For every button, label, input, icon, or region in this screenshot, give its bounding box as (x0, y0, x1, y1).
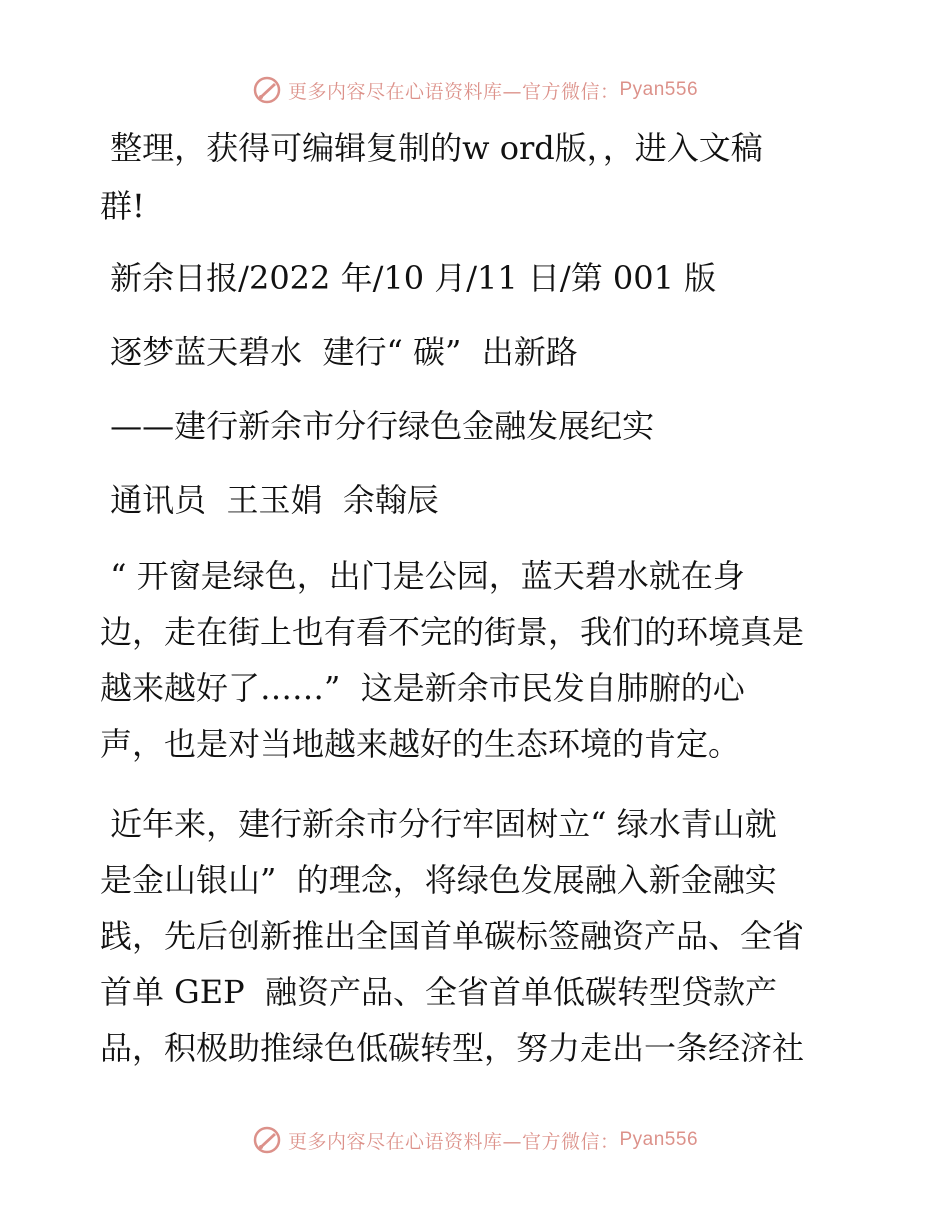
watermark-wechat-id: Pyan556 (619, 79, 699, 100)
article-byline: 通讯员 王玉娟 余翰辰 (100, 481, 439, 519)
text-line: “ 开窗是绿色，出门是公园，蓝天碧水就在身 (100, 557, 745, 595)
watermark-text: 更多内容尽在心语资料库—官方微信： (287, 80, 620, 103)
brush-logo-icon (252, 1125, 282, 1155)
text-line: 践，先后创新推出全国首单碳标签融资产品、全省 (100, 917, 805, 955)
watermark-header (0, 70, 950, 110)
watermark-text: 更多内容尽在心语资料库—官方微信： (287, 1130, 620, 1153)
watermark-wechat-id: Pyan556 (619, 1129, 699, 1150)
text-line: 声，也是对当地越来越好的生态环境的肯定。 (100, 725, 741, 763)
text-line: 越来越好了……” 这是新余市民发自肺腑的心 (100, 669, 745, 707)
text-line: 边，走在街上也有看不完的街景，我们的环境真是 (100, 613, 805, 651)
text-line: 品，积极助推绿色低碳转型，努力走出一条经济社 (100, 1029, 805, 1067)
text-line: 是金山银山” 的理念，将绿色发展融入新金融实 (100, 861, 777, 899)
text-line: 近年来，建行新余市分行牢固树立“ 绿水青山就 (100, 805, 777, 843)
text-line: 首单 GEP 融资产品、全省首单低碳转型贷款产 (100, 973, 777, 1011)
text-line: 整理，获得可编辑复制的w ord版，，进入文稿 (100, 129, 763, 167)
text-line: 群! (100, 187, 145, 225)
article-title: 逐梦蓝天碧水 建行“ 碳” 出新路 (100, 333, 578, 371)
brush-logo-icon (252, 75, 282, 105)
article-subtitle: ——建行新余市分行绿色金融发展纪实 (100, 407, 655, 445)
watermark-footer (0, 1120, 950, 1160)
text-line: 新余日报/2022 年/10 月/11 日/第 001 版 (100, 259, 717, 297)
